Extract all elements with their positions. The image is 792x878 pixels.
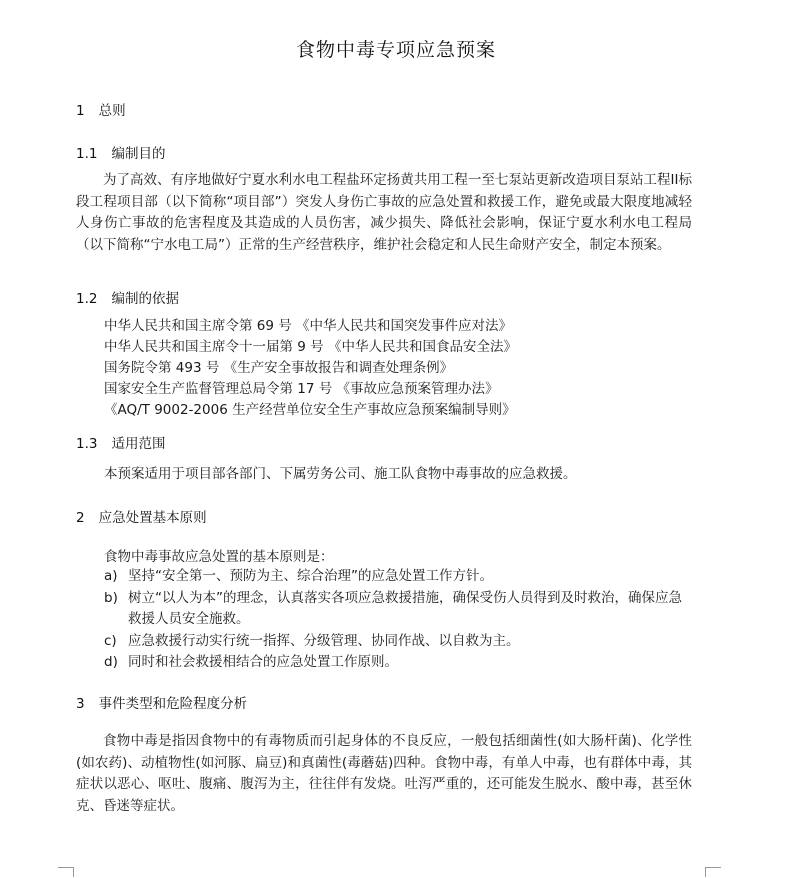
principle-item <box>76 588 692 631</box>
section-number: 1 <box>76 103 85 119</box>
section-number: 3 <box>76 696 85 712</box>
section-number: 1.1 <box>76 146 98 162</box>
reference-item: 中华人民共和国主席令第 69 号 《中华人民共和国突发事件应对法》 <box>104 318 513 334</box>
section-heading-3 <box>76 692 247 712</box>
section-number: 1.2 <box>76 291 98 307</box>
section-heading-1-3 <box>76 432 165 452</box>
section-number: 1.3 <box>76 436 98 452</box>
item-marker: d) <box>104 654 118 670</box>
item-marker: a) <box>104 568 118 584</box>
page-corner-mark-right <box>705 867 721 878</box>
item-text: 坚持“安全第一、预防为主、综合治理”的应急处置工作方针。 <box>128 568 493 584</box>
principles-list <box>76 566 692 674</box>
principle-item <box>76 566 692 588</box>
analysis-paragraph: 食物中毒是指因食物中的有毒物质而引起身体的不良反应，一般包括细菌性(如大肠杆菌)、化学性(如农药)、动植物性(如河豚、扁豆)和真菌性(毒蘑菇)四种。食物中毒，有单人中毒，也有群体中毒，其症状以恶心、呕吐、腹痛、腹泻为主，往往伴有发烧。吐泻严重的，还可能发生脱水、酸中毒，甚至休克、昏迷等症状。 <box>76 733 692 814</box>
section-title: 总则 <box>98 103 126 119</box>
section-heading-1-2 <box>76 287 179 307</box>
section-title: 编制的依据 <box>111 291 179 307</box>
section-heading-2 <box>76 506 207 526</box>
scope-paragraph: 本预案适用于项目部各部门、下属劳务公司、施工队食物中毒事故的应急救援。 <box>104 466 577 482</box>
section-title: 应急处置基本原则 <box>98 510 207 526</box>
principle-item <box>76 631 692 653</box>
section-title: 适用范围 <box>111 436 166 452</box>
item-text: 树立“以人为本”的理念，认真落实各项应急救援措施，确保受伤人员得到及时救治，确保应急救援人员安全施救。 <box>128 589 682 627</box>
principles-intro: 食物中毒事故应急处置的基本原则是： <box>104 549 334 565</box>
page-corner-mark-left <box>58 867 74 878</box>
item-marker: c) <box>104 632 117 649</box>
reference-item: 国家安全生产监督管理总局令第 17 号 《事故应急预案管理办法》 <box>104 381 499 397</box>
principle-item <box>76 652 692 674</box>
reference-item: 《AQ/T 9002-2006 生产经营单位安全生产事故应急预案编制导则》 <box>104 402 516 418</box>
document-title: 食物中毒专项应急预案 <box>295 39 496 61</box>
purpose-paragraph: 为了高效、有序地做好宁夏水利水电工程盐环定扬黄共用工程一至七泵站更新改造项目泵站工程II标段工程项目部（以下简称“项目部”）突发人身伤亡事故的应急处置和救援工作，避免或最大限度地减轻人身伤亡事故的危害程度及其造成的人员伤害，减少损失、降低社会影响，保证宁夏水利水电工程局（以下简称“宁水电工局”）正常的生产经营秩序，维护社会稳定和人民生命财产安全，制定本预案。 <box>76 172 692 253</box>
section-heading-1-1 <box>76 142 165 162</box>
item-marker: b) <box>104 589 118 606</box>
reference-item: 国务院令第 493 号 《生产安全事故报告和调查处理条例》 <box>104 360 454 376</box>
reference-item: 中华人民共和国主席令十一届第 9 号 《中华人民共和国食品安全法》 <box>104 339 517 355</box>
section-title: 事件类型和危险程度分析 <box>98 696 248 712</box>
section-number: 2 <box>76 510 85 526</box>
item-text: 同时和社会救援相结合的应急处置工作原则。 <box>128 654 398 670</box>
section-heading-1 <box>76 99 126 119</box>
section-title: 编制目的 <box>111 146 166 162</box>
item-text: 应急救援行动实行统一指挥、分级管理、协同作战、以自救为主。 <box>128 632 520 649</box>
reference-list <box>104 316 517 421</box>
